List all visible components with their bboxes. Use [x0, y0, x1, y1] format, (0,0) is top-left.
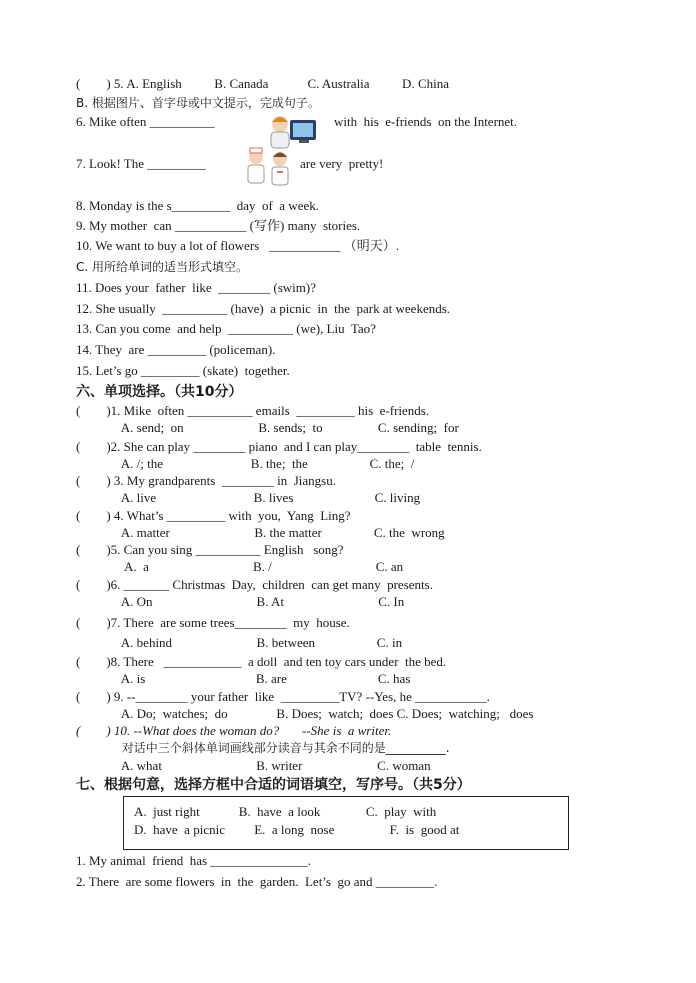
section-c-heading: C. 用所给单词的适当形式填空。 [76, 260, 249, 274]
question-4: ( ) 4. What’s _________ with you, Yang Ling? [76, 508, 351, 523]
question-3: ( ) 3. My grandparents ________ in Jiangsu. [76, 473, 336, 488]
section-b-heading: B. 根据图片、首字母或中文提示，完成句子。 [76, 96, 320, 110]
question-6-options: A. On B. At C. In [76, 594, 405, 609]
sentence-7-start: 7. Look! The _________ [76, 156, 206, 171]
fill-sentence-1: 1. My animal friend has _______________. [76, 853, 312, 868]
word-box-row-2: D. have a picnic E. a long nose F. is good at [134, 822, 460, 837]
question-2-options: A. /; the B. the; the C. the; / [76, 456, 415, 471]
sentence-9: 9. My mother can ___________ (写作) many stories. [76, 218, 361, 233]
sentence-11: 11. Does your father like ________ (swim)? [76, 280, 316, 295]
question-5-options: A. a B. / C. an [76, 559, 404, 574]
sentence-10: 10. We want to buy a lot of flowers ___________ （明天）. [76, 238, 399, 253]
sentence-8: 8. Monday is the s_________ day of a week. [76, 198, 319, 213]
sentence-6-end: with his e-friends on the Internet. [334, 114, 518, 129]
nurses-picture [243, 145, 295, 189]
question-6: ( )6. _______ Christmas Day, children can get many presents. [76, 577, 433, 592]
fill-sentence-2: 2. There are some flowers in the garden. Let’s go and _________. [76, 874, 438, 889]
question-10-instruction: 对话中三个斜体单词画线部分读音与其余不同的是__________. [76, 741, 450, 755]
question-9-options: A. Do; watches; do B. Does; watch; does C. Does; watching; does [76, 706, 534, 721]
question-10: ( ) 10. --What does the woman do? --She is a writer. [76, 723, 392, 738]
sentence-7-end: are very pretty! [300, 156, 384, 171]
sentence-12: 12. She usually __________ (have) a picnic in the park at weekends. [76, 301, 451, 316]
question-1: ( )1. Mike often __________ emails _________ his e-friends. [76, 403, 430, 418]
question-3-options: A. live B. lives C. living [76, 490, 421, 505]
question-10-options: A. what B. writer C. woman [76, 758, 431, 773]
question-1-options: A. send; on B. sends; to C. sending; for [76, 420, 459, 435]
question-8: ( )8. There ____________ a doll and ten toy cars under the bed. [76, 654, 447, 669]
word-box-row-1: A. just right B. have a look C. play with [134, 804, 437, 819]
question-5: ( )5. Can you sing __________ English song? [76, 542, 344, 557]
question-8-options: A. is B. are C. has [76, 671, 411, 686]
q5-row: ( ) 5. A. English B. Canada C. Australia D. China [76, 76, 450, 91]
sentence-6-start: 6. Mike often __________ [76, 114, 215, 129]
question-2: ( )2. She can play ________ piano and I can play________ table tennis. [76, 439, 482, 454]
question-7-options: A. behind B. between C. in [76, 635, 403, 650]
sentence-15: 15. Let’s go _________ (skate) together. [76, 363, 290, 378]
section-6-heading: 六、单项选择。（共10分） [76, 384, 243, 400]
sentence-14: 14. They are _________ (policeman). [76, 342, 276, 357]
sentence-13: 13. Can you come and help __________ (we), Liu Tao? [76, 321, 376, 336]
question-7: ( )7. There are some trees________ my house. [76, 615, 350, 630]
question-9: ( ) 9. --________ your father like _________TV? --Yes, he ___________. [76, 689, 490, 704]
question-4-options: A. matter B. the matter C. the wrong [76, 525, 445, 540]
section-7-heading: 七、根据句意，选择方框中合适的词语填空，写序号。（共5分） [76, 777, 471, 793]
